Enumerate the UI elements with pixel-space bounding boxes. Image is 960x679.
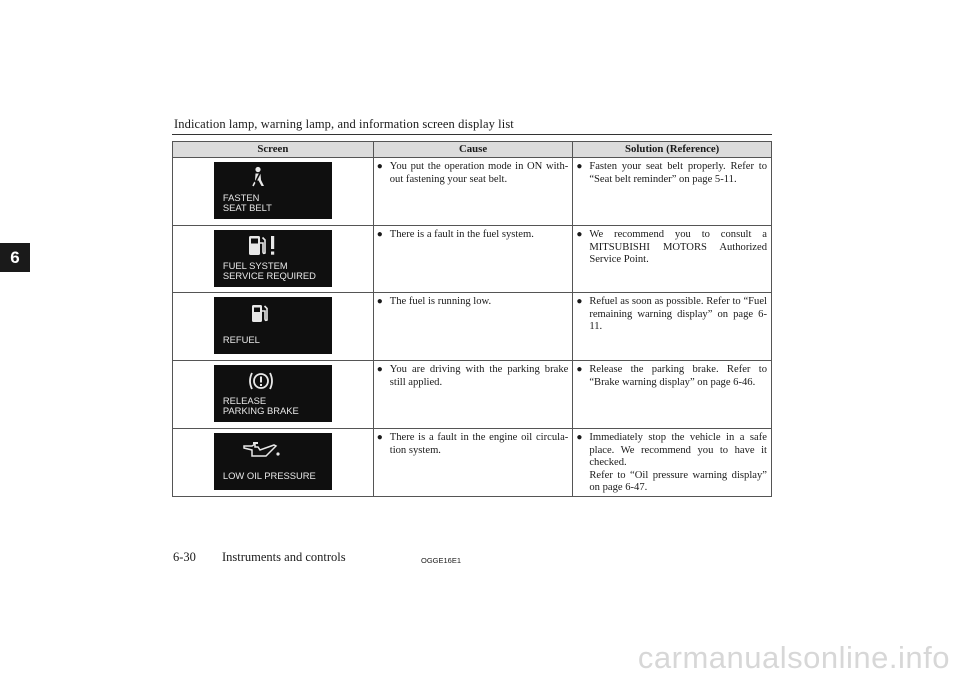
cause-text: There is a fault in the fuel system. [389,229,534,240]
column-header-cause: Cause [373,142,573,158]
bullet-icon: ● [376,364,383,375]
screen-label: RELEASE PARKING BRAKE [222,395,299,416]
bullet-icon: ● [576,432,583,443]
cause-text: The fuel is running low. [389,296,492,307]
bullet-icon: ● [376,229,383,240]
screen-cell [173,429,374,497]
column-header-screen: Screen [173,142,374,158]
solution-text: Refuel as soon as possible. Refer to “Fuel remaining warning display” on page 6-11. [589,296,767,332]
table-row [173,429,772,497]
solution-text: Release the parking brake. Refer to “Brake warning display” on page 6-46. [589,364,767,388]
cause-cell [373,226,573,293]
bullet-icon: ● [576,161,583,172]
bullet-icon: ● [376,432,383,443]
watermark: carmanualsonline.info [637,640,950,675]
solution-cell [573,429,772,497]
fuel-pump-icon [250,303,272,327]
solution-text: Fasten your seat belt properly. Refer to “Seat belt reminder” on page 5-11. [589,161,767,185]
screen-label: FUEL SYSTEM SERVICE REQUIRED [222,260,316,281]
bullet-icon: ● [576,229,583,240]
page-header-title: Indication lamp, warning lamp, and information screen display list [174,117,514,131]
oil-can-icon [242,441,284,461]
table-row [173,293,772,361]
solution-cell [573,361,772,429]
cause-cell [373,361,573,429]
bullet-icon: ● [376,161,383,172]
info-screen-display [214,365,332,422]
solution-cell [573,158,772,226]
info-screen-display [214,230,332,287]
bullet-icon: ● [376,296,383,307]
cause-text: You are driving with the parking brake still applied. [389,364,569,388]
bullet-icon: ● [576,296,583,307]
screen-cell [173,293,374,361]
info-screen-display [214,433,332,490]
display-list-table [172,141,772,497]
table-row [173,158,772,226]
cause-cell [373,158,573,226]
table-row [173,361,772,429]
info-screen-display [214,162,332,219]
screen-cell [173,158,374,226]
screen-label: REFUEL [222,334,260,345]
screen-cell [173,226,374,293]
header-rule [172,134,772,135]
cause-text: You put the operation mode in ON with-out fastening your seat belt. [389,161,569,185]
section-name: Instruments and controls [222,550,346,564]
screen-cell [173,361,374,429]
solution-text: Immediately stop the vehicle in a safe place. We recommend you to have it checked. Refer to “Oil pressure warning display” on page 6-47. [589,432,767,493]
info-screen-display [214,297,332,354]
screen-label: LOW OIL PRESSURE [222,470,316,481]
cause-text: There is a fault in the engine oil circula-tion system. [389,432,569,456]
solution-cell [573,293,772,361]
fuel-pump-exclamation-icon [247,234,279,260]
solution-cell [573,226,772,293]
cause-cell [373,429,573,497]
table-header-row [173,142,772,158]
table-row [173,226,772,293]
screen-label: FASTEN SEAT BELT [222,192,272,213]
cause-cell [373,293,573,361]
seatbelt-person-icon [247,166,269,190]
brake-warning-icon [247,369,275,395]
column-header-solution: Solution (Reference) [573,142,772,158]
chapter-tab: 6 [0,243,30,272]
bullet-icon: ● [576,364,583,375]
solution-text: We recommend you to consult a MITSUBISHI MOTORS Authorized Service Point. [589,229,767,265]
page-number: 6-30 [173,550,196,564]
document-code: OGGE16E1 [421,556,462,565]
